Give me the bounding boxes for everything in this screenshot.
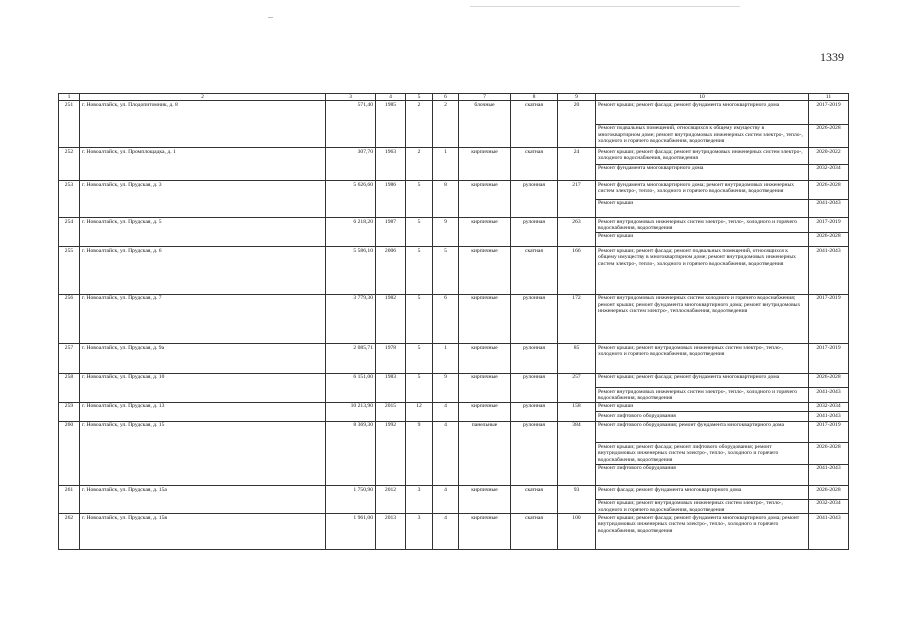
entrances-cell: 9 [433, 373, 459, 402]
repair-work-cell: Ремонт внутридомовых инженерных систем электро-, тепло-, холодного и горячего водоснабжения, водоотведения [596, 218, 809, 233]
roof-type-cell: скатная [511, 101, 558, 148]
address-cell: г. Новоалтайск, ул. Прудская, д. 3 [80, 181, 326, 218]
column-number-7: 7 [459, 94, 511, 101]
roof-type-cell: рулонная [511, 294, 558, 344]
year-cell: 2013 [376, 514, 406, 550]
entrances-cell: 4 [433, 421, 459, 486]
repair-work-cell: Ремонт крыши; ремонт внутридомовых инженерных систем электро-, тепло-, холодного и горячего водоснабжения, водоотведения [596, 344, 809, 374]
row-number: 256 [59, 294, 80, 344]
wall-material-cell: кирпичные [459, 373, 511, 402]
row-number: 260 [59, 421, 80, 486]
table-row [59, 101, 849, 125]
column-number-4: 4 [376, 94, 406, 101]
table-row [59, 247, 849, 295]
wall-material-cell: кирпичные [459, 148, 511, 181]
area-cell: 2 085,71 [326, 344, 376, 374]
area-cell: 571,40 [326, 101, 376, 148]
floors-cell: 3 [406, 486, 433, 514]
wall-material-cell: панельные [459, 421, 511, 486]
area-cell: 1 961,00 [326, 514, 376, 550]
roof-type-cell: скатная [511, 486, 558, 514]
address-cell: г. Новоалтайск, ул. Плодопитомник, д. 8 [80, 101, 326, 148]
residents-cell: 100 [558, 514, 596, 550]
repair-work-cell: Ремонт крыши; ремонт фасада; ремонт фундамента многоквартирного дома; ремонт внутридомовых инженерных систем электро-, тепло-, холодного и горячего водоснабжения, водоотведения [596, 514, 809, 550]
address-cell: г. Новоалтайск, ул. Прудская, д. 7 [80, 294, 326, 344]
repair-period-cell: 2041-2043 [809, 412, 849, 422]
table-row [59, 181, 849, 200]
repair-work-cell: Ремонт подвальных помещений, относящихся к общему имуществу в многоквартирном доме; ремонт внутридомовых инженерных систем электро-, тепло-, холодного и горячего водоснабжения, водоотведения [596, 124, 809, 148]
address-cell: г. Новоалтайск, ул. Прудская, д. 6 [80, 247, 326, 295]
column-number-10: 10 [596, 94, 809, 101]
address-cell: г. Новоалтайск, ул. Прудская, д. 15в [80, 514, 326, 550]
roof-type-cell: рулонная [511, 421, 558, 486]
repair-work-cell: Ремонт фундамента многоквартирного дома [596, 164, 809, 181]
column-number-9: 9 [558, 94, 596, 101]
table-row [59, 218, 849, 233]
repair-work-cell: Ремонт лифтового оборудования [596, 464, 809, 486]
column-number-1: 1 [59, 94, 80, 101]
residents-cell: 20 [558, 101, 596, 148]
area-cell: 6 218,20 [326, 218, 376, 247]
housing-repair-table [58, 93, 849, 550]
floors-cell: 5 [406, 218, 433, 247]
year-cell: 2006 [376, 247, 406, 295]
column-number-2: 2 [80, 94, 326, 101]
wall-material-cell: кирпичные [459, 402, 511, 421]
residents-cell: 217 [558, 181, 596, 218]
repair-work-cell: Ремонт внутридомовых инженерных систем электро-, тепло-, холодного и горячего водоснабжения, водоотведения [596, 388, 809, 403]
wall-material-cell: кирпичные [459, 294, 511, 344]
residents-cell: 166 [558, 247, 596, 295]
row-number: 258 [59, 373, 80, 402]
roof-type-cell: рулонная [511, 402, 558, 421]
year-cell: 1985 [376, 101, 406, 148]
table-row [59, 421, 849, 443]
floors-cell: 2 [406, 148, 433, 181]
table-row [59, 402, 849, 412]
entrances-cell: 5 [433, 247, 459, 295]
roof-type-cell: рулонная [511, 181, 558, 218]
repair-period-cell: 2017-2019 [809, 218, 849, 233]
residents-cell: 172 [558, 294, 596, 344]
column-number-8: 8 [511, 94, 558, 101]
repair-period-cell: 2017-2019 [809, 101, 849, 125]
year-cell: 1983 [376, 373, 406, 402]
row-number: 254 [59, 218, 80, 247]
floors-cell: 5 [406, 294, 433, 344]
scan-artifact-line [470, 6, 740, 7]
repair-period-cell: 2041-2043 [809, 199, 849, 218]
repair-period-cell: 2020-2022 [809, 148, 849, 165]
roof-type-cell: рулонная [511, 218, 558, 247]
roof-type-cell: рулонная [511, 344, 558, 374]
table-row [59, 148, 849, 165]
address-cell: г. Новоалтайск, ул. Прудская, д. 10 [80, 373, 326, 402]
repair-work-cell: Ремонт крыши; ремонт внутридомовых инженерных систем электро-, тепло-, холодного и горячего водоснабжения, водоотведения [596, 499, 809, 514]
repair-period-cell: 2026-2028 [809, 124, 849, 148]
area-cell: 5 586,10 [326, 247, 376, 295]
residents-cell: 93 [558, 486, 596, 514]
year-cell: 2015 [376, 402, 406, 421]
roof-type-cell: скатная [511, 247, 558, 295]
entrances-cell: 1 [433, 344, 459, 374]
column-number-5: 5 [406, 94, 433, 101]
wall-material-cell: кирпичные [459, 486, 511, 514]
row-number: 259 [59, 402, 80, 421]
row-number: 252 [59, 148, 80, 181]
floors-cell: 5 [406, 344, 433, 374]
area-cell: 307,70 [326, 148, 376, 181]
repair-work-cell: Ремонт крыши [596, 402, 809, 412]
entrances-cell: 1 [433, 148, 459, 181]
residents-cell: 24 [558, 148, 596, 181]
repair-work-cell: Ремонт лифтового оборудования [596, 412, 809, 422]
repair-period-cell: 2026-2028 [809, 232, 849, 247]
address-cell: г. Новоалтайск, ул. Прудская, д. 9а [80, 344, 326, 374]
area-cell: 5 626,60 [326, 181, 376, 218]
floors-cell: 12 [406, 402, 433, 421]
repair-period-cell: 2041-2043 [809, 514, 849, 550]
area-cell: 1 750,90 [326, 486, 376, 514]
floors-cell: 2 [406, 101, 433, 148]
repair-work-cell: Ремонт лифтового оборудования; ремонт фундамента многоквартирного дома [596, 421, 809, 443]
residents-cell: 85 [558, 344, 596, 374]
year-cell: 1987 [376, 218, 406, 247]
floors-cell: 5 [406, 181, 433, 218]
wall-material-cell: кирпичные [459, 181, 511, 218]
row-number: 255 [59, 247, 80, 295]
scan-artifact-line [268, 17, 273, 18]
year-cell: 1982 [376, 294, 406, 344]
row-number: 257 [59, 344, 80, 374]
address-cell: г. Новоалтайск, ул. Прудская, д. 15а [80, 486, 326, 514]
entrances-cell: 9 [433, 218, 459, 247]
area-cell: 8 369,30 [326, 421, 376, 486]
year-cell: 1963 [376, 148, 406, 181]
floors-cell: 5 [406, 247, 433, 295]
year-cell: 2012 [376, 486, 406, 514]
address-cell: г. Новоалтайск, ул. Промплощадка, д. 1 [80, 148, 326, 181]
repair-work-cell: Ремонт внутридомовых инженерных систем холодного и горячего водоснабжения; ремонт крыши; ремонт фундамента многоквартирного дома; ремонт внутридомовых инженерных систем электро-, теплоснабжения, водоотведения [596, 294, 809, 344]
table-row [59, 373, 849, 388]
roof-type-cell: рулонная [511, 373, 558, 402]
table-row [59, 344, 849, 374]
entrances-cell: 4 [433, 514, 459, 550]
wall-material-cell: блочные [459, 101, 511, 148]
repair-work-cell: Ремонт крыши; ремонт фасада; ремонт внутридомовых инженерных систем электро-, холодного водоснабжения, водоотведения [596, 148, 809, 165]
table-row [59, 486, 849, 500]
residents-cell: 257 [558, 373, 596, 402]
repair-work-cell: Ремонт крыши; ремонт фасада; ремонт лифтового оборудования; ремонт внутридомовых инженерных систем электро-, тепло-, холодного и горячего водоснабжения, водоотведения [596, 443, 809, 465]
roof-type-cell: скатная [511, 148, 558, 181]
entrances-cell: 6 [433, 294, 459, 344]
roof-type-cell: скатная [511, 514, 558, 550]
repair-work-cell: Ремонт фундамента многоквартирного дома; ремонт внутридомовых инженерных систем электро-, тепло-, холодного и горячего водоснабжения, водоотведения [596, 181, 809, 200]
address-cell: г. Новоалтайск, ул. Прудская, д. 13 [80, 402, 326, 421]
repair-work-cell: Ремонт крыши; ремонт фасада; ремонт подвальных помещений, относящихся к общему имуществу в многоквартирном доме; ремонт внутридомовых инженерных систем электро-, тепло-, холодного и горячего водоснабжения, водоотведения [596, 247, 809, 295]
area-cell: 3 779,30 [326, 294, 376, 344]
entrances-cell: 4 [433, 486, 459, 514]
repair-work-cell: Ремонт крыши; ремонт фасада; ремонт фундамента многоквартирного дома [596, 373, 809, 388]
year-cell: 1978 [376, 344, 406, 374]
repair-work-cell: Ремонт фасада; ремонт фундамента многоквартирного дома [596, 486, 809, 500]
column-number-3: 3 [326, 94, 376, 101]
repair-period-cell: 2026-2028 [809, 443, 849, 465]
repair-period-cell: 2017-2019 [809, 421, 849, 443]
row-number: 262 [59, 514, 80, 550]
table-row [59, 294, 849, 344]
repair-period-cell: 2032-2034 [809, 164, 849, 181]
wall-material-cell: кирпичные [459, 247, 511, 295]
area-cell: 6 151,00 [326, 373, 376, 402]
floors-cell: 3 [406, 514, 433, 550]
floors-cell: 9 [406, 421, 433, 486]
residents-cell: 384 [558, 421, 596, 486]
floors-cell: 5 [406, 373, 433, 402]
row-number: 253 [59, 181, 80, 218]
wall-material-cell: кирпичные [459, 218, 511, 247]
repair-period-cell: 2041-2043 [809, 388, 849, 403]
address-cell: г. Новоалтайск, ул. Прудская, д. 5 [80, 218, 326, 247]
entrances-cell: 8 [433, 181, 459, 218]
wall-material-cell: кирпичные [459, 344, 511, 374]
column-number-11: 11 [809, 94, 849, 101]
year-cell: 1986 [376, 181, 406, 218]
repair-period-cell: 2032-2034 [809, 402, 849, 412]
repair-period-cell: 2041-2043 [809, 247, 849, 295]
row-number: 251 [59, 101, 80, 148]
repair-period-cell: 2032-2034 [809, 499, 849, 514]
repair-work-cell: Ремонт крыши; ремонт фасада; ремонт фундамента многоквартирного дома [596, 101, 809, 125]
repair-period-cell: 2017-2019 [809, 344, 849, 374]
repair-period-cell: 2017-2019 [809, 294, 849, 344]
repair-work-cell: Ремонт крыши [596, 232, 809, 247]
table-row [59, 514, 849, 550]
area-cell: 10 213,90 [326, 402, 376, 421]
table-body [59, 101, 849, 550]
repair-period-cell: 2026-2028 [809, 486, 849, 500]
entrances-cell: 4 [433, 402, 459, 421]
repair-period-cell: 2041-2043 [809, 464, 849, 486]
column-number-6: 6 [433, 94, 459, 101]
wall-material-cell: кирпичные [459, 514, 511, 550]
entrances-cell: 2 [433, 101, 459, 148]
repair-period-cell: 2026-2028 [809, 181, 849, 200]
repair-work-cell: Ремонт крыши [596, 199, 809, 218]
page-number: 1339 [820, 50, 844, 64]
row-number: 261 [59, 486, 80, 514]
column-number-row [59, 94, 849, 101]
repair-period-cell: 2026-2028 [809, 373, 849, 388]
residents-cell: 158 [558, 402, 596, 421]
year-cell: 1992 [376, 421, 406, 486]
address-cell: г. Новоалтайск, ул. Прудская, д. 15 [80, 421, 326, 486]
residents-cell: 263 [558, 218, 596, 247]
